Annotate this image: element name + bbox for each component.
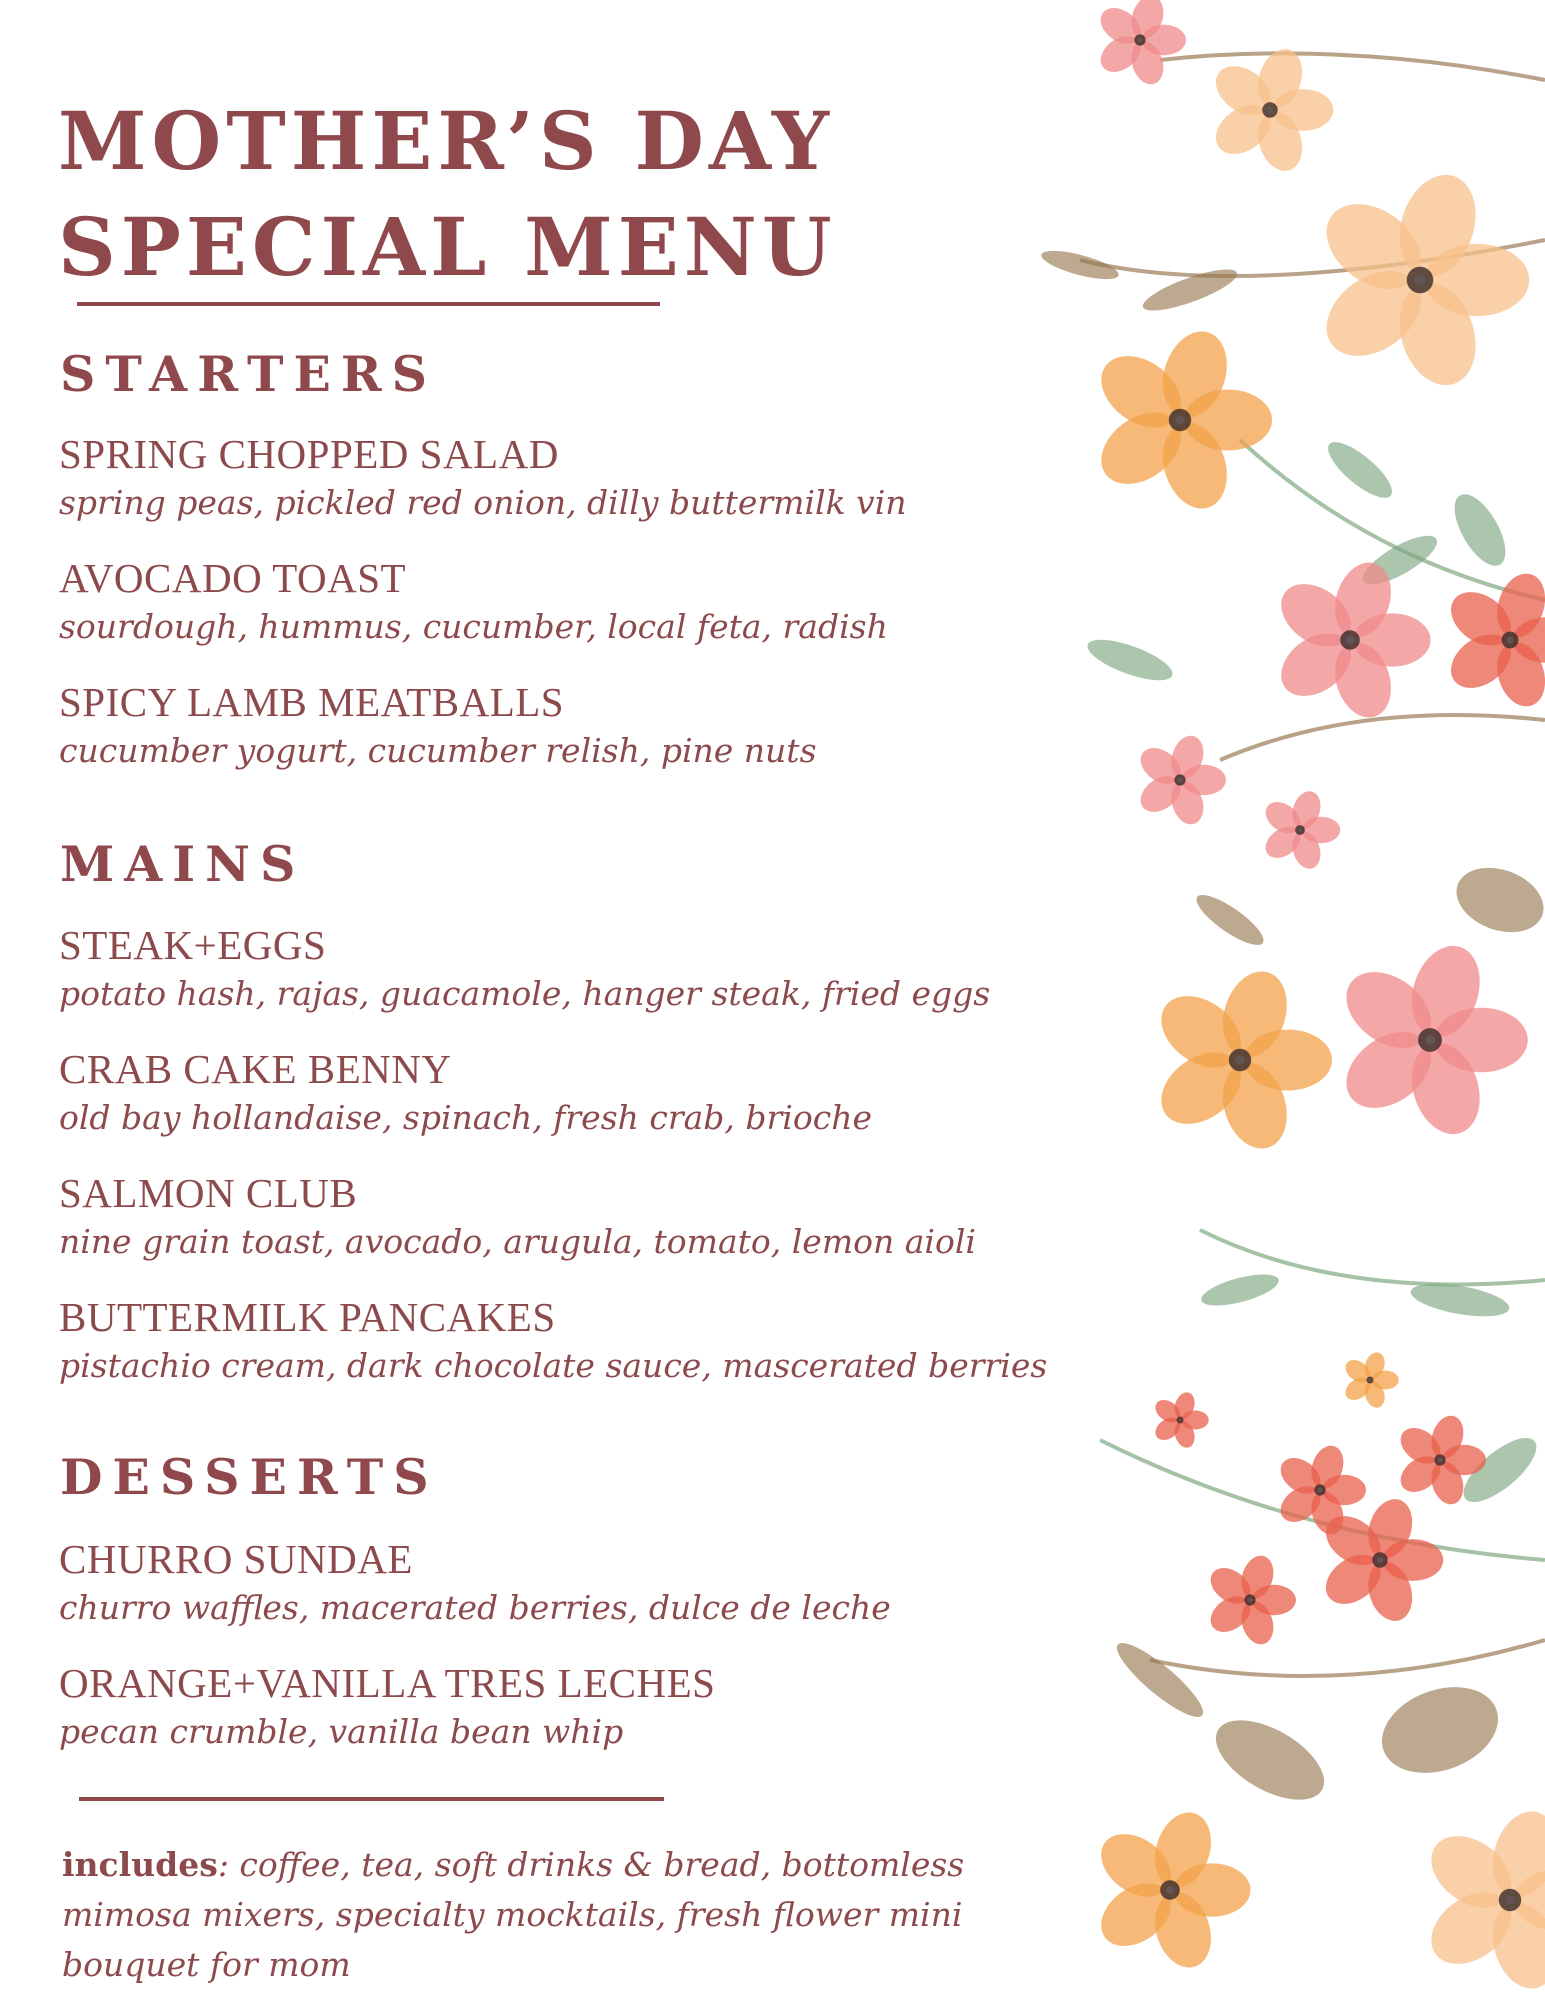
menu-item [59, 1291, 1047, 1389]
includes-text: : coffee, tea, soft drinks & bread, bottomless mimosa mixers, specialty mocktails, fresh flower mini bouquet for mom [62, 1845, 965, 1984]
item-description: sourdough, hummus, cucumber, local feta, radish [59, 607, 888, 646]
item-description: churro waffles, macerated berries, dulce de leche [59, 1588, 891, 1627]
flower-center [1134, 34, 1145, 45]
flower-center [1177, 1417, 1184, 1424]
leaf [1370, 1672, 1510, 1788]
flower-center [1295, 825, 1305, 835]
section-heading-mains: MAINS [60, 835, 306, 893]
item-name: SALMON CLUB [59, 1170, 358, 1216]
menu-item [59, 428, 907, 526]
flower-center [1262, 102, 1277, 117]
menu-item [59, 919, 990, 1017]
stem [1220, 715, 1545, 760]
item-description: cucumber yogurt, cucumber relish, pine nuts [59, 731, 817, 770]
item-name: CHURRO SUNDAE [59, 1536, 413, 1582]
section-heading-desserts: DESSERTS [60, 1448, 439, 1506]
leaf [1139, 262, 1241, 319]
menu-item [59, 1167, 976, 1265]
item-description: pecan crumble, vanilla bean whip [59, 1712, 624, 1751]
flower-center [1169, 409, 1191, 431]
leaf [1203, 1704, 1337, 1816]
item-description: spring peas, pickled red onion, dilly buttermilk vin [59, 483, 907, 522]
flower-center [1372, 1552, 1387, 1567]
flower-center [1434, 1454, 1445, 1465]
menu-item [59, 676, 817, 774]
title-divider [77, 302, 660, 306]
menu-item [59, 1533, 891, 1631]
item-description: pistachio cream, dark chocolate sauce, mascerated berries [59, 1346, 1048, 1385]
item-description: old bay hollandaise, spinach, fresh crab, brioche [59, 1098, 872, 1137]
leaf [1109, 1634, 1211, 1726]
leaf [1444, 486, 1515, 573]
flower-center [1160, 1880, 1180, 1900]
flower-center [1499, 1889, 1521, 1911]
leaf [1447, 856, 1545, 943]
leaf [1198, 1268, 1281, 1312]
menu-title [58, 88, 837, 300]
flower-center [1367, 1377, 1374, 1384]
item-name: STEAK+EGGS [59, 922, 327, 968]
leaf [1320, 434, 1399, 507]
flower-center [1407, 267, 1434, 294]
includes-note [62, 1840, 1092, 1990]
item-name: ORANGE+VANILLA TRES LECHES [59, 1660, 716, 1706]
stem [1150, 1640, 1545, 1676]
flower-center [1418, 1028, 1442, 1052]
leaf [1083, 631, 1177, 688]
floral-border-illustration [1040, 0, 1545, 2000]
item-name: BUTTERMILK PANCAKES [59, 1294, 556, 1340]
menu-item [59, 1657, 715, 1755]
flower-center [1340, 630, 1360, 650]
item-name: SPRING CHOPPED SALAD [59, 431, 559, 477]
item-description: potato hash, rajas, guacamole, hanger steak, fried eggs [59, 974, 991, 1013]
item-description: nine grain toast, avocado, arugula, tomato, lemon aioli [59, 1222, 976, 1261]
item-name: AVOCADO TOAST [59, 555, 407, 601]
includes-label: includes [62, 1845, 218, 1884]
flower-center [1244, 1594, 1255, 1605]
flower-center [1174, 774, 1185, 785]
flower-center [1314, 1484, 1325, 1495]
section-heading-starters: STARTERS [60, 345, 437, 403]
menu-item [59, 552, 888, 650]
menu-item [59, 1043, 872, 1141]
flower-center [1229, 1049, 1251, 1071]
menu-title-line-2: SPECIAL MENU [58, 200, 837, 294]
leaf [1190, 887, 1269, 953]
item-name: SPICY LAMB MEATBALLS [59, 679, 565, 725]
flower-center [1502, 632, 1519, 649]
menu-title-line-1: MOTHER’S DAY [58, 94, 835, 188]
item-name: CRAB CAKE BENNY [59, 1046, 452, 1092]
footer-divider [79, 1797, 664, 1801]
